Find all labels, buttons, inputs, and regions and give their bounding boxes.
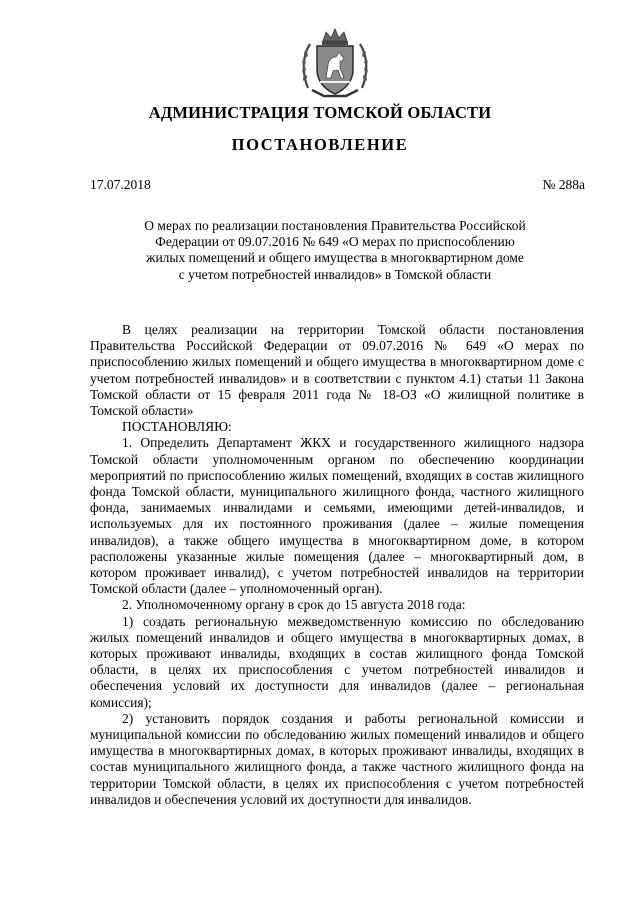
title-line: жилых помещений и общего имущества в многоквартирном доме	[146, 250, 524, 266]
title-line: Федерации от 09.07.2016 № 649 «О мерах по приспособлению	[155, 234, 515, 250]
document-title	[120, 218, 550, 283]
coat-of-arms-icon	[298, 26, 372, 100]
document-type: ПОСТАНОВЛЕНИЕ	[231, 135, 409, 154]
title-line: с учетом потребностей инвалидов» в Томской области	[178, 266, 492, 282]
item-2-2-paragraph: 2) установить порядок создания и работы региональной комиссии и муниципальной комиссии по обследованию жилых помещений инвалидов и общего имущества в многоквартирных домах, в которых проживают инвалиды, входящих в состав муниципального жилищного фонда, а также частного жилищного фонда на территории Томской области, в целях их приспособления с учетом потребностей инвалидов и обеспечения условий их доступности для инвалидов.	[90, 710, 584, 807]
item-2-paragraph: 2. Уполномоченному органу в срок до 15 августа 2018 года:	[122, 597, 466, 613]
resolve-heading: ПОСТАНОВЛЯЮ:	[122, 419, 232, 435]
document-body	[90, 322, 584, 808]
item-2-1-paragraph: 1) создать региональную межведомственную комиссию по обследованию жилых помещений инвалидов и общего имущества в многоквартирных домах, в которых проживают инвалиды, входящих в состав жилищного фонда Томской области, в целях их приспособления с учетом потребностей инвалидов и обеспечения условий их доступности для инвалидов (далее – региональная комиссия);	[90, 613, 584, 710]
document-date: 17.07.2018	[90, 177, 151, 192]
preamble-paragraph: В целях реализации на территории Томской области постановления Правительства Российской Федерации от 09.07.2016 № 649 «О мерах по приспособлению жилых помещений и общего имущества в многоквартирном доме с учетом потребностей инвалидов» и в соответствии с пунктом 4.1) статьи 11 Закона Томской области от 15 февраля 2011 года № 18-ОЗ «О жилищной политике в Томской области»	[90, 322, 584, 419]
title-line: О мерах по реализации постановления Правительства Российской	[144, 218, 526, 233]
organization-name: АДМИНИСТРАЦИЯ ТОМСКОЙ ОБЛАСТИ	[148, 103, 492, 122]
document-number: № 288а	[542, 177, 585, 192]
item-1-paragraph: 1. Определить Департамент ЖКХ и государственного жилищного надзора Томской области уполномоченным органом по обеспечению координации мероприятий по приспособлению жилых помещений, входящих в состав жилищного фонда Томской области, муниципального жилищного фонда, частного жилищного фонда, занимаемых инвалидами и семьями, имеющими детей-инвалидов, и используемых для их постоянного проживания (далее – жилые помещения инвалидов), а также общего имущества в многоквартирном доме, в котором расположены указанные жилые помещения (далее – многоквартирный дом, в котором проживает инвалид), с учетом потребностей инвалидов на территории Томской области (далее – уполномоченный орган).	[90, 435, 584, 597]
